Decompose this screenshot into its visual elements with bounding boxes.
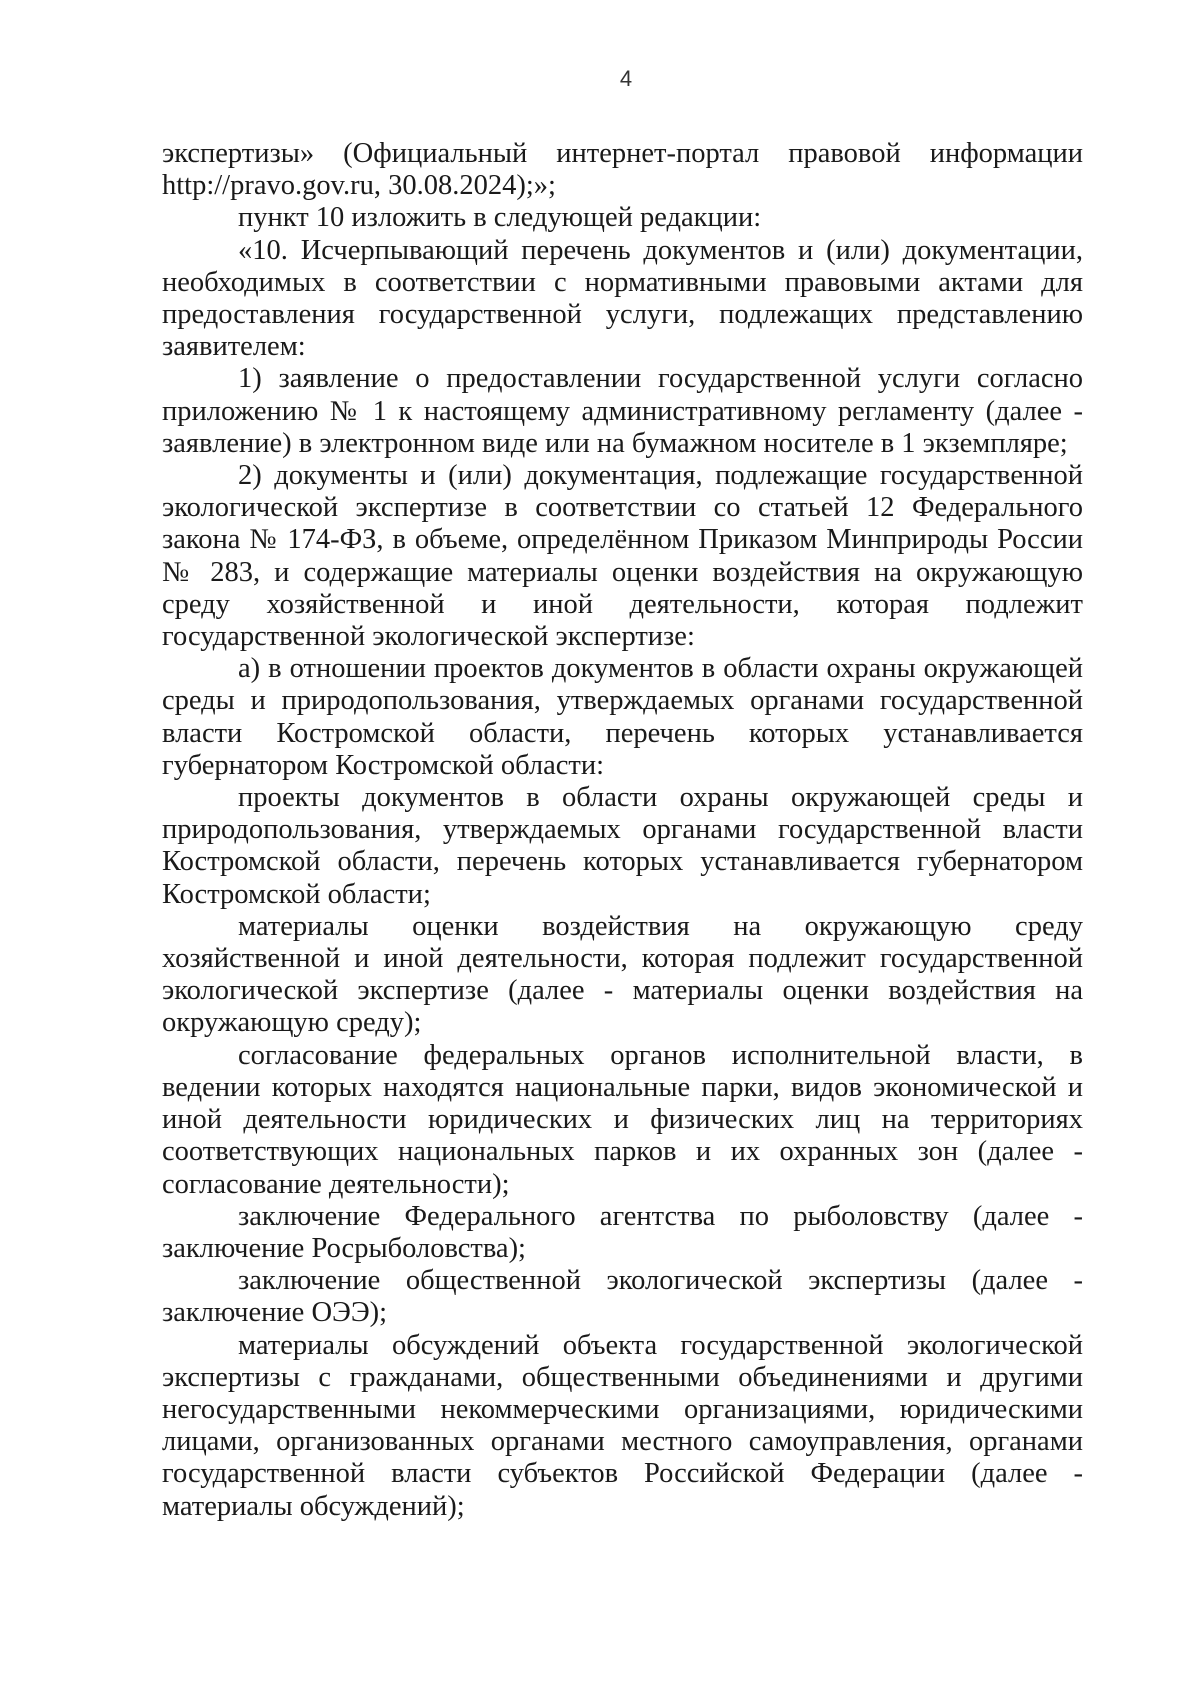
paragraph-item-10: «10. Исчерпывающий перечень документов и (или) документации, необходимых в соответствии с нормативными правовыми актами для предоставления государственной услуги, подлежащих представлению заявителем: bbox=[162, 234, 1083, 363]
paragraph-discussion-materials: материалы обсуждений объекта государственной экологической экспертизы с гражданами, общественными объединениями и другими негосударственными некоммерческими организациями, юридическими лицами, организованных органами местного самоуправления, органами государственной власти субъектов Российской Федерации (далее - материалы обсуждений); bbox=[162, 1329, 1083, 1522]
document-body bbox=[162, 138, 1083, 1523]
paragraph-subitem-1: 1) заявление о предоставлении государственной услуги согласно приложению № 1 к настоящему административному регламенту (далее - заявление) в электронном виде или на бумажном носителе в 1 экземпляре; bbox=[162, 363, 1083, 459]
paragraph-projects: проекты документов в области охраны окружающей среды и природопользования, утверждаемых органами государственной власти Костромской области, перечень которых устанавливается губернатором Костромской области; bbox=[162, 782, 1083, 910]
paragraph-continuation: экспертизы» (Официальный интернет-портал правовой информации http://pravo.gov.ru, 30.08.2024);»; bbox=[162, 138, 1083, 202]
paragraph-subitem-a: а) в отношении проектов документов в области охраны окружающей среды и природопользования, утверждаемых органами государственной власти Костромской области, перечень которых устанавливается губернатором Костромской области: bbox=[162, 653, 1083, 781]
paragraph-fishery-conclusion: заключение Федерального агентства по рыболовству (далее - заключение Росрыболовства); bbox=[162, 1200, 1083, 1264]
paragraph-public-expertise: заключение общественной экологической экспертизы (далее - заключение ОЭЭ); bbox=[162, 1265, 1083, 1329]
paragraph-assessment-materials: материалы оценки воздействия на окружающую среду хозяйственной и иной деятельности, которая подлежит государственной экологической экспертизе (далее - материалы оценки воздействия на окружающую среду); bbox=[162, 910, 1083, 1039]
paragraph-activity-approval: согласование федеральных органов исполнительной власти, в ведении которых находятся национальные парки, видов экономической и иной деятельности юридических и физических лиц на территориях соответствующих национальных парков и их охранных зон (далее - согласование деятельности); bbox=[162, 1039, 1083, 1200]
paragraph-subitem-2: 2) документы и (или) документация, подлежащие государственной экологической экспертизе в соответствии со статьей 12 Федерального закона № 174-ФЗ, в объеме, определённом Приказом Минприроды России № 283, и содержащие материалы оценки воздействия на окружающую среду хозяйственной и иной деятельности, которая подлежит государственной экологической экспертизе: bbox=[162, 460, 1083, 653]
paragraph-instruction: пункт 10 изложить в следующей редакции: bbox=[238, 202, 762, 234]
page-number: 4 bbox=[619, 66, 633, 91]
